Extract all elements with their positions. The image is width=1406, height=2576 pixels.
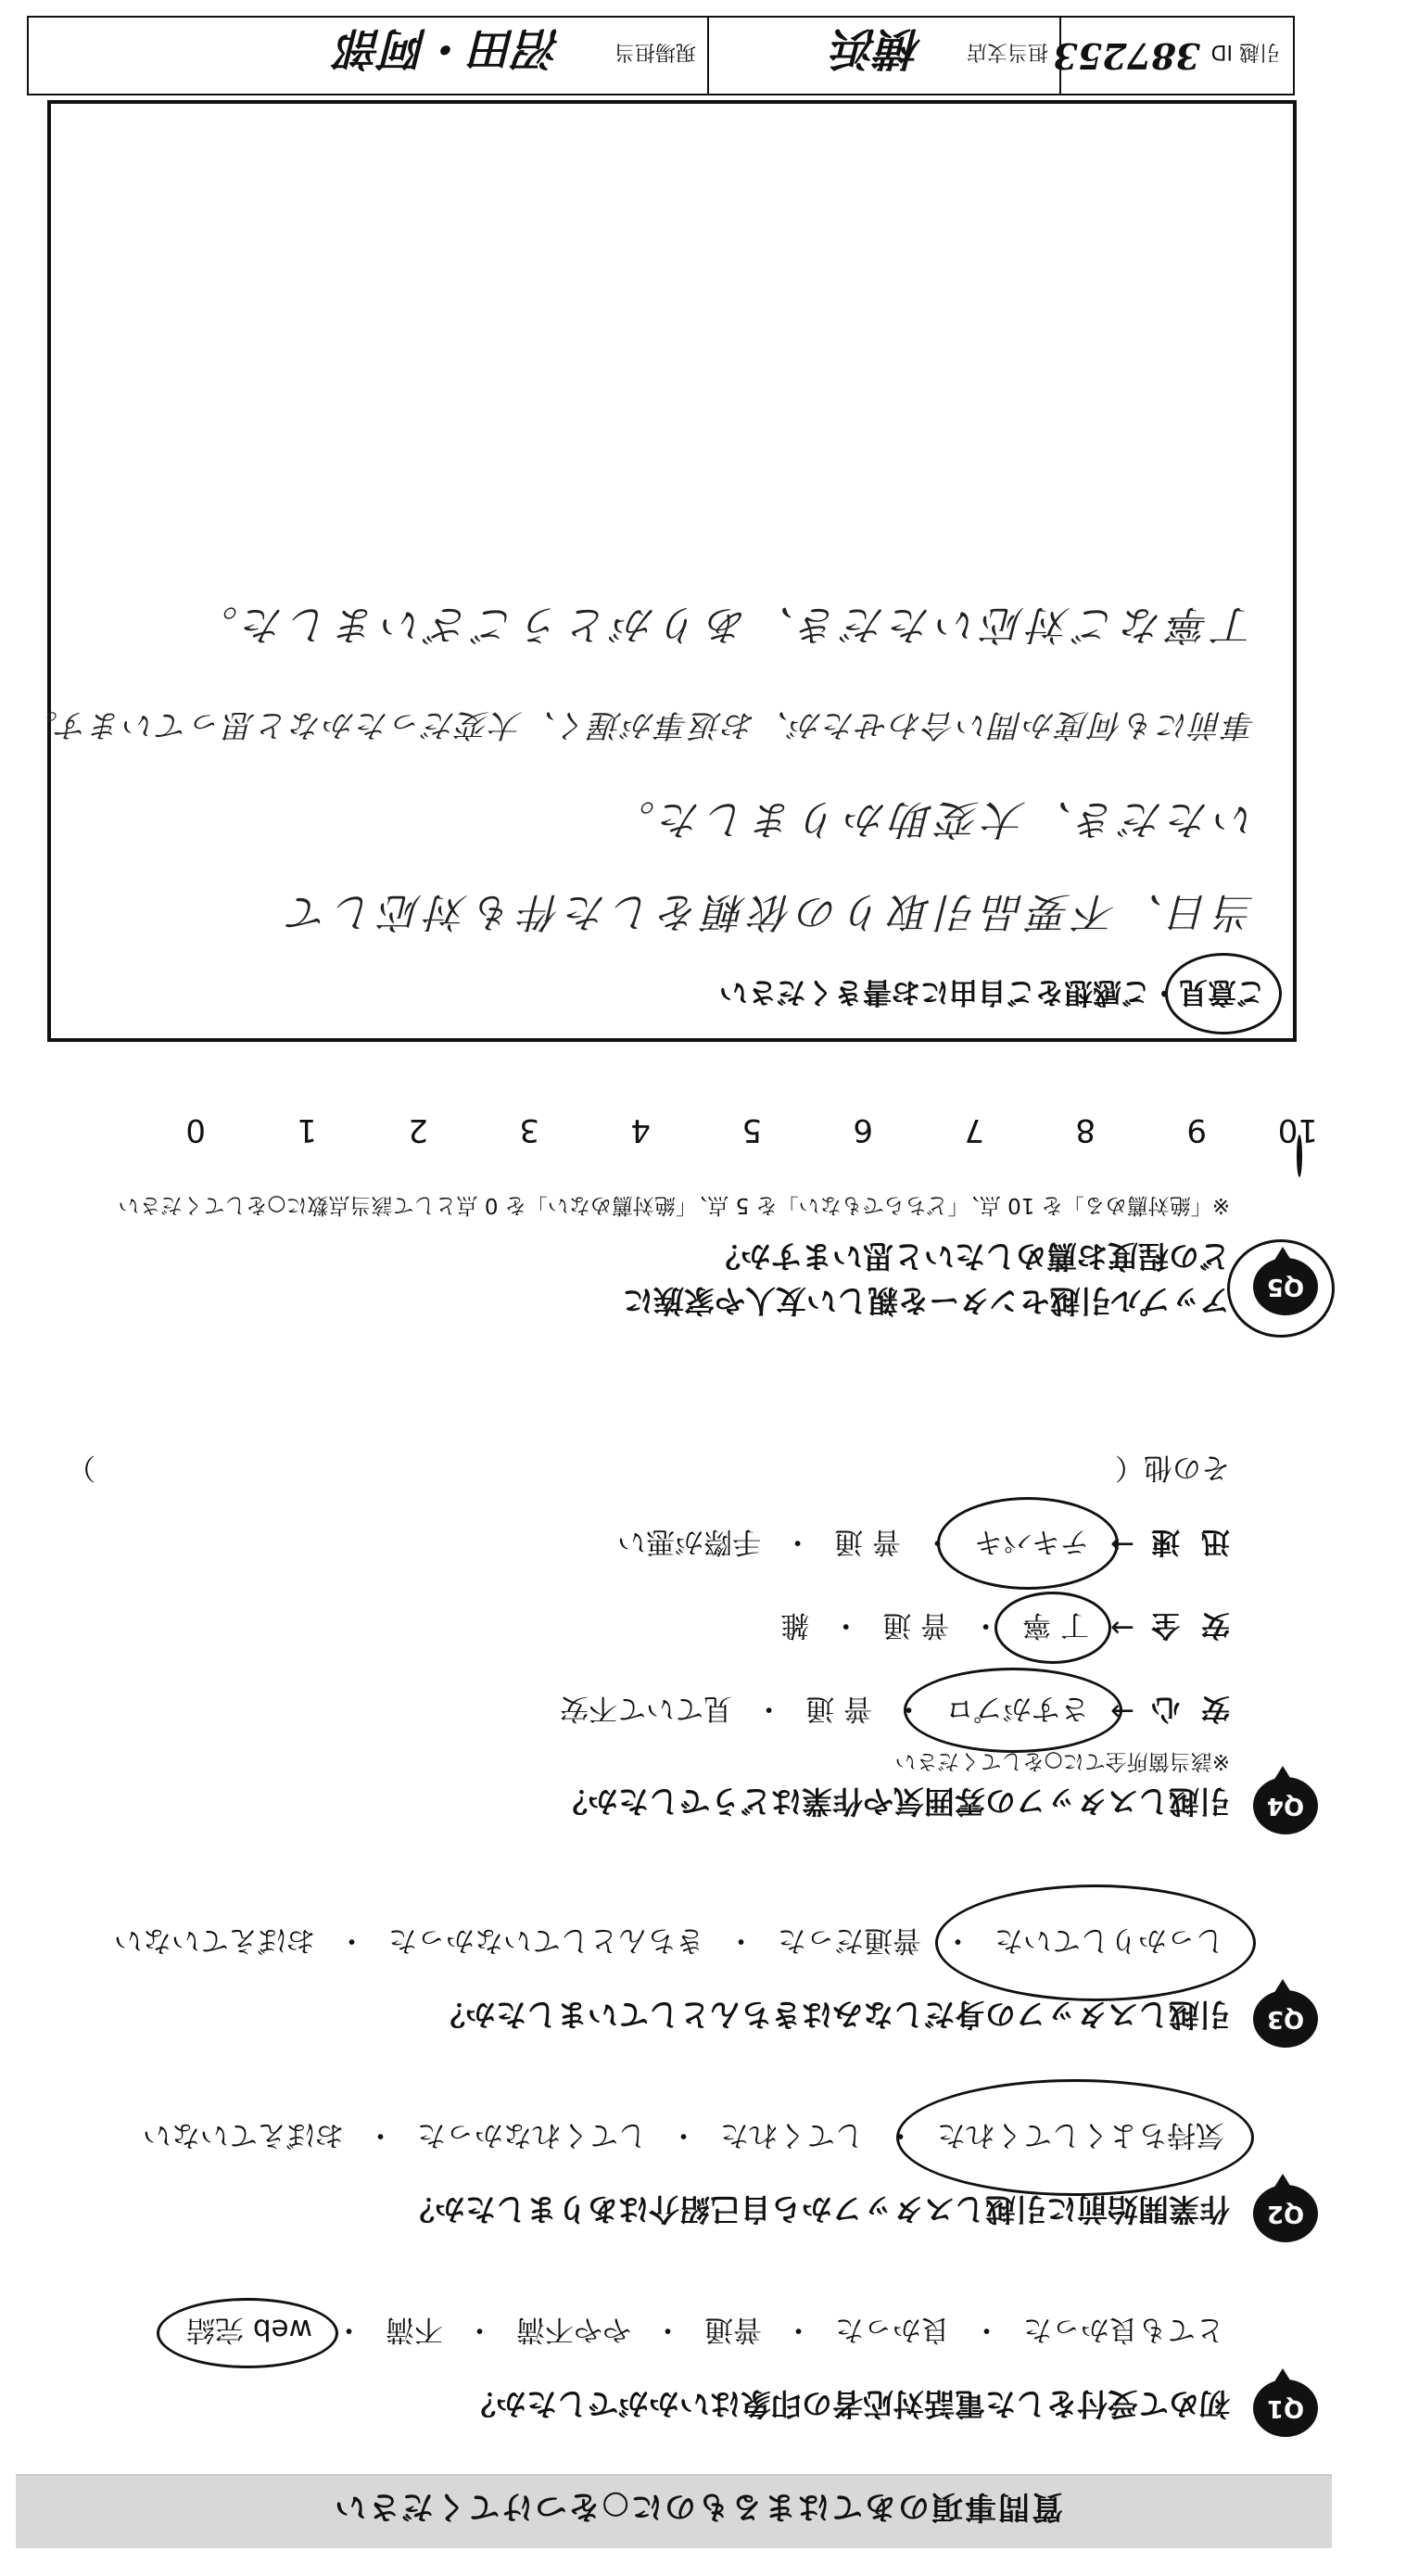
q4-selected-label: さすがプロ (945, 1692, 1089, 1725)
q5-score-option[interactable]: 4 (630, 1111, 651, 1148)
q1-option[interactable]: やや不満 (516, 2313, 631, 2346)
q3-option[interactable]: 普通だった (778, 1923, 921, 1957)
q3-option[interactable]: おぼえていない (114, 1923, 315, 1957)
question-3 (30, 1890, 1327, 2057)
q1-selected-label: web 完結 (186, 2313, 312, 2346)
q5-score-scale (95, 1111, 1318, 1148)
q3-option[interactable]: きちんとしていなかった (388, 1923, 704, 1957)
q1-text: 初めて受付をした電話対応者の印象はいかがでしたか？ (465, 2386, 1230, 2422)
q2-option-selected[interactable] (931, 2117, 1230, 2159)
q5-score-option[interactable]: 2 (408, 1111, 428, 1148)
q1-option[interactable]: 良かった (835, 2313, 950, 2346)
q5-score-option[interactable]: 6 (853, 1111, 873, 1148)
question-2 (30, 2085, 1327, 2252)
comment-box[interactable] (24, 100, 1297, 1042)
instruction-bar (16, 2474, 1332, 2548)
footer-table (27, 16, 1295, 95)
selection-circle (157, 2298, 338, 2368)
q2-option[interactable]: おぼえていない (143, 2118, 344, 2151)
q4-option-selected[interactable] (940, 1691, 1095, 1732)
handwritten-line: 丁寧なご対応いただき、ありがとうございました。 (191, 601, 1256, 648)
q5-score-option[interactable]: 1 (297, 1111, 317, 1148)
instruction-text: 質問事項のあてはまるものに○をつけてください (333, 2488, 1063, 2525)
q4-option-selected[interactable] (1017, 1607, 1095, 1649)
id-cell (1053, 18, 1293, 94)
q5-note: ※「絶対薦める」を 10 点、「どちらでもない」を 5 点、「絶対薦めない」を 0 点として該当点数に○をしてください (118, 1193, 1230, 1217)
branch-label: 担当支店 (966, 40, 1048, 63)
arrow-right-icon: → (1110, 1694, 1134, 1729)
id-value: 387253 (1053, 35, 1200, 77)
staff-label: 現場担当 (614, 40, 696, 63)
q2-option[interactable]: してくれなかった (417, 2118, 647, 2151)
q4-option[interactable]: 普 通 (834, 1525, 901, 1558)
q5-score-option[interactable]: 8 (1075, 1111, 1096, 1148)
q5-score-option-selected[interactable] (1207, 1111, 1318, 1148)
q5-text-line2: どの程度お薦めしたいと思いますか？ (710, 1238, 1230, 1275)
q5-score-option[interactable]: 9 (1186, 1111, 1207, 1148)
q1-option-selected[interactable] (181, 2312, 318, 2354)
q4-option[interactable]: 見ていて不安 (560, 1692, 733, 1725)
q4-option[interactable]: 雑 (780, 1608, 810, 1642)
q3-option-selected[interactable] (989, 1922, 1230, 1964)
q4-other-close: ） (67, 1451, 95, 1484)
question-5 (30, 1158, 1327, 1325)
q1-option[interactable]: とても良かった (1023, 2313, 1224, 2346)
q4-row-label: 迅 速 (1146, 1525, 1230, 1558)
q2-option[interactable]: してくれた (720, 2118, 864, 2151)
q3-selected-label: しっかりしていた (994, 1923, 1224, 1957)
q4-row-anzen: 安 全 → 丁 寧 ・ 普 通 ・ 雑 (775, 1607, 1230, 1649)
selection-circle (937, 1497, 1119, 1590)
q4-other-label: その他（ (1115, 1451, 1230, 1484)
selection-circle (994, 1592, 1111, 1664)
q5-badge: Q5 (1253, 1258, 1318, 1315)
q2-selected-label: 気持ちよくしてくれた (937, 2118, 1224, 2151)
q3-options: しっかりしていた ・ 普通だった ・ きちんとしていなかった ・ おぼえていない (108, 1922, 1230, 1964)
selection-circle (935, 1884, 1256, 2001)
handwritten-line: 当日、不要品引取りの依頼をした件も対応して (283, 888, 1256, 935)
q5-selected-score: 10 (1277, 1111, 1318, 1148)
selection-circle (1227, 1239, 1335, 1338)
question-1 (30, 2279, 1327, 2446)
handwritten-line: いただき、大変助かりました。 (608, 795, 1256, 843)
arrow-right-icon: → (1110, 1611, 1134, 1645)
staff-cell (31, 18, 709, 94)
comment-title: ご意見・ご感想をご自由にお書きください (719, 975, 1265, 1009)
arrow-right-icon: → (1110, 1528, 1134, 1562)
id-label: 引越 ID (1210, 40, 1280, 63)
q2-options: 気持ちよくしてくれた ・ してくれた ・ してくれなかった ・ おぼえていない (137, 2117, 1230, 2159)
branch-cell (707, 18, 1061, 94)
q2-badge: Q2 (1253, 2185, 1318, 2242)
q5-score-option[interactable]: 3 (519, 1111, 539, 1148)
q4-option[interactable]: 普 通 (882, 1608, 950, 1642)
q1-options: とても良かった ・ 良かった ・ 普通 ・ やや不満 ・ 不満 ・ web 完結 (181, 2312, 1230, 2354)
selection-circle (904, 1668, 1122, 1753)
handwritten-line: 事前にも何度か問い合わせたが、お返事が遅く、大変だったかなと思っています。 (24, 706, 1256, 743)
q4-option[interactable]: 普 通 (805, 1692, 872, 1725)
q4-option-selected[interactable] (969, 1524, 1095, 1566)
q1-badge: Q1 (1253, 2379, 1318, 2437)
q5-text-line1: アップル引越センターを親しい友人や家族に (622, 1283, 1230, 1319)
staff-value: 沼田・阿部 (337, 22, 561, 74)
q3-badge: Q3 (1253, 1990, 1318, 2048)
q4-row-label: 安 全 (1146, 1608, 1230, 1642)
selection-circle (1297, 1135, 1302, 1177)
selection-circle (1165, 953, 1282, 1034)
q4-selected-label: 丁 寧 (1022, 1608, 1089, 1642)
q5-score-option[interactable]: 7 (964, 1111, 984, 1148)
q4-badge: Q4 (1253, 1777, 1318, 1834)
q5-score-option[interactable]: 5 (741, 1111, 762, 1148)
q4-row-jinsoku: 迅 速 → テキパキ ・ 普 通 ・ 手際が悪い (612, 1524, 1230, 1566)
q1-option[interactable]: 普通 (704, 2313, 762, 2346)
branch-value: 横浜 (832, 22, 922, 74)
q4-other (25, 1450, 1230, 1491)
q5-score-option[interactable]: 0 (185, 1111, 206, 1148)
question-4 (30, 1451, 1327, 1844)
q4-note: ※該当箇所全てに○をしてください (894, 1749, 1230, 1773)
q2-text: 作業開始前に引越しスタッフから自己紹介はありましたか？ (404, 2191, 1230, 2227)
q1-option[interactable]: 不満 (386, 2313, 443, 2346)
q4-text: 引越しスタッフの雰囲気や作業はどうでしたか？ (557, 1783, 1230, 1820)
selection-circle (896, 2079, 1254, 2196)
q3-text: 引越しスタッフの身だしなみはきちんとしていましたか？ (435, 1997, 1230, 2033)
q4-row-label: 安 心 (1146, 1692, 1230, 1725)
q4-row-anshin: 安 心 → さすがプロ ・ 普 通 ・ 見ていて不安 (554, 1691, 1230, 1732)
q4-selected-label: テキパキ (974, 1525, 1089, 1558)
q4-option[interactable]: 手際が悪い (617, 1525, 762, 1558)
